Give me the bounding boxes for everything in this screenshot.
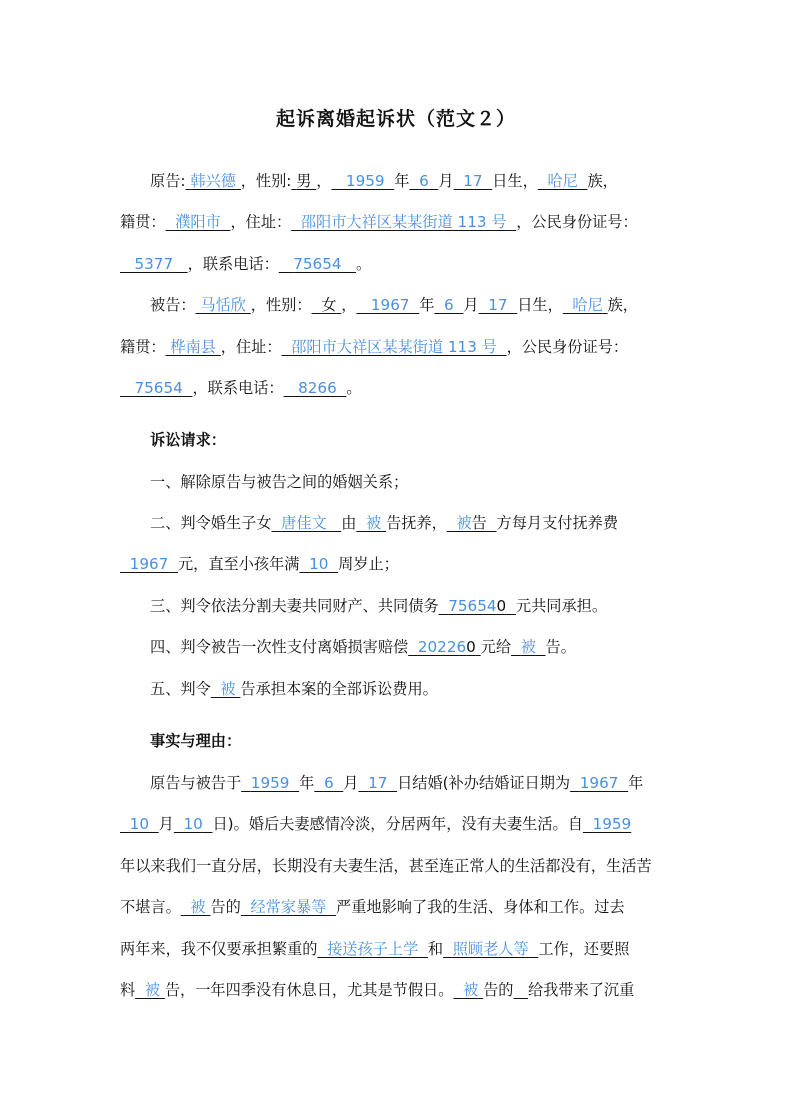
task-1: 接送孩子上学 bbox=[327, 940, 419, 958]
defendant-address: 邵阳市大祥区某某街道 113 号 bbox=[291, 338, 497, 356]
defendant-phone: 8266 bbox=[298, 379, 337, 397]
document-title: 起诉离婚起诉状（范文２） bbox=[275, 108, 516, 130]
facts-line-4: 不堪言。 被 告的 经常家暴等 严重地影响了我的生活、身体和工作。过去 bbox=[120, 898, 625, 916]
plaintiff-gender: 男 bbox=[296, 172, 312, 190]
plaintiff-line-2: 籍贯： 濮阳市 ，住址： 邵阳市大祥区某某街道 113 号 ，公民身份证号： bbox=[120, 213, 638, 231]
defendant-name: 马恬欣 bbox=[200, 296, 246, 314]
cert-month: 10 bbox=[129, 815, 149, 833]
defendant-origin: 桦南县 bbox=[170, 338, 216, 356]
separation-since-year: 1959 bbox=[592, 815, 632, 833]
party-ref-1: 被 bbox=[190, 898, 206, 916]
plaintiff-origin: 濮阳市 bbox=[175, 213, 221, 231]
plaintiff-birth-month: 6 bbox=[419, 172, 429, 190]
claims-heading: 诉讼请求： bbox=[150, 431, 226, 449]
plaintiff-phone: 75654 bbox=[293, 255, 342, 273]
cert-day: 10 bbox=[183, 815, 203, 833]
facts-line-3: 年以来我们一直分居，长期没有夫妻生活，甚至连正常人的生活都没有，生活苦 bbox=[120, 857, 652, 875]
defendant-birth-day: 17 bbox=[488, 296, 508, 314]
cost-bearing-party: 被 bbox=[220, 680, 236, 698]
party-ref-3: 被 bbox=[463, 981, 479, 999]
compensation-recipient: 被 bbox=[520, 638, 536, 656]
defendant-line-1: 被告： 马恬欣 ，性别： 女 ， 1967 年 6 月 17 日生， 哈尼 族， bbox=[150, 296, 638, 314]
plaintiff-name: 韩兴德 bbox=[190, 172, 236, 190]
plaintiff-line-1: 原告: 韩兴德 ，性别: 男 ， 1959 年 6 月 17 日生， 哈尼 族， bbox=[150, 172, 618, 190]
claim-item-5: 五、判令 被 告承担本案的全部诉讼费用。 bbox=[150, 680, 438, 698]
claim-item-2: 二、判令婚生子女 唐佳文 由 被 告抚养， 被告 方每月支付抚养费 bbox=[150, 514, 618, 532]
claim-item-1: 一、解除原告与被告之间的婚姻关系； bbox=[150, 473, 409, 491]
marriage-month: 6 bbox=[323, 774, 334, 792]
defendant-line-3: 75654 ，联系电话： 8266 。 bbox=[134, 379, 362, 397]
support-until-age: 10 bbox=[309, 555, 329, 573]
behavior: 经常家暴等 bbox=[250, 898, 327, 916]
plaintiff-address: 邵阳市大祥区某某街道 113 号 bbox=[300, 213, 507, 231]
defendant-id-number: 75654 bbox=[134, 379, 183, 397]
plaintiff-birth-year: 1959 bbox=[345, 172, 385, 190]
claim-item-4: 四、判令被告一次性支付离婚损害赔偿 202260 元给 被 告。 bbox=[150, 638, 576, 656]
plaintiff-id-number: 5377 bbox=[134, 255, 174, 273]
cert-year: 1967 bbox=[579, 774, 619, 792]
facts-line-6: 料 被 告，一年四季没有休息日，尤其是节假日。 被 告的 给我带来了沉重 bbox=[120, 981, 635, 999]
defendant-gender: 女 bbox=[321, 296, 337, 314]
plaintiff-birth-day: 17 bbox=[463, 172, 483, 190]
marriage-year: 1959 bbox=[250, 774, 290, 792]
support-amount: 1967 bbox=[129, 555, 169, 573]
party-ref-2: 被 bbox=[144, 981, 161, 999]
plaintiff-line-3: 5377 ，联系电话： 75654 。 bbox=[134, 255, 372, 273]
child-name: 唐佳文 bbox=[281, 514, 327, 532]
marriage-day: 17 bbox=[368, 774, 388, 792]
defendant-ethnicity: 哈尼 bbox=[572, 296, 603, 314]
claim-item-3: 三、判令依法分割夫妻共同财产、共同债务 756540 元共同承担。 bbox=[150, 597, 607, 615]
defendant-birth-month: 6 bbox=[444, 296, 454, 314]
payer-party: 被 bbox=[456, 514, 472, 532]
facts-line-1: 原告与被告于 1959 年 6 月 17 日结婚(补办结婚证日期为 1967 年 bbox=[150, 774, 644, 792]
plaintiff-ethnicity: 哈尼 bbox=[547, 172, 578, 190]
facts-line-2: 10 月 10 日)。婚后夫妻感情冷淡，分居两年，没有夫妻生活。自 1959 bbox=[129, 815, 632, 833]
compensation-amount: 20226 bbox=[417, 638, 467, 656]
facts-line-5: 两年来，我不仅要承担繁重的 接送孩子上学 和 照顾老人等 工作，还要照 bbox=[120, 940, 630, 958]
defendant-birth-year: 1967 bbox=[370, 296, 410, 314]
property-amount: 75654 bbox=[448, 597, 497, 615]
facts-heading: 事实与理由： bbox=[150, 732, 242, 750]
defendant-line-2: 籍贯： 桦南县 ，住址： 邵阳市大祥区某某街道 113 号 ，公民身份证号： bbox=[120, 338, 629, 356]
custodian-party: 被 bbox=[366, 514, 382, 532]
task-2: 照顾老人等 bbox=[452, 940, 529, 958]
claim-item-2-cont: 1967 元，直至小孩年满 10 周岁止； bbox=[129, 555, 399, 573]
